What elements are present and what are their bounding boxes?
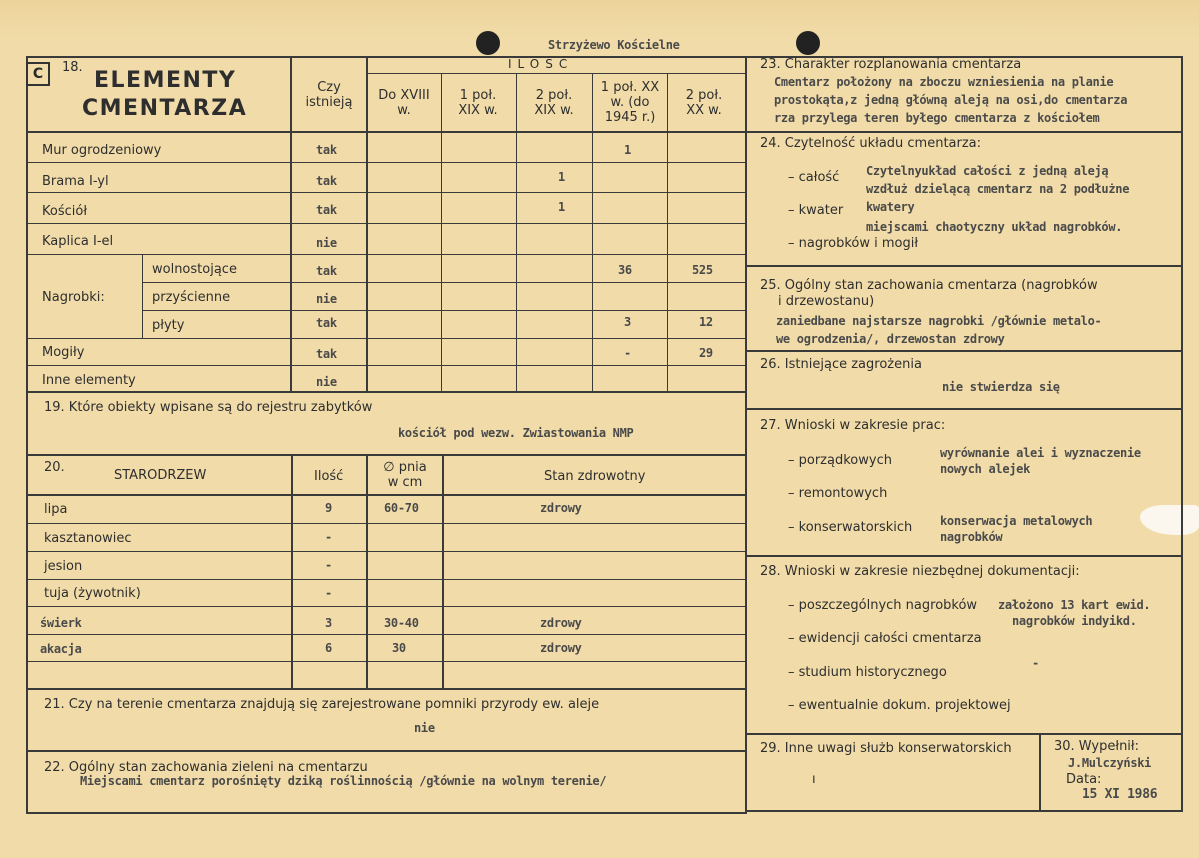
exists-mounds: tak: [316, 347, 337, 361]
row-label-freestanding: wolnostojące: [152, 262, 237, 277]
tree-name-spruce: świerk: [40, 616, 82, 630]
section-24-value-3: kwatery: [866, 200, 915, 214]
section-26-value: nie stwierdza się: [942, 380, 1060, 394]
section-28-label: 28. Wnioski w zakresie niezbędnej dokumentacji:: [760, 564, 1080, 579]
section-23-line-2: prostokąta,z jedną główną aleją na osi,do cmentarza: [774, 93, 1128, 107]
section-27-item-conservation: – konserwatorskich: [788, 520, 913, 535]
section-27-item-cleanup: – porządkowych: [788, 453, 892, 468]
section-28-item-design: – ewentualnie dokum. projektowej: [788, 698, 1011, 713]
row-label-wall: Mur ogrodzeniowy: [42, 143, 162, 158]
section-23-label: 23. Charakter rozplanowania cmentarza: [760, 57, 1022, 72]
section-24-value-1: Czytelnyukład całości z jedną aleją: [866, 164, 1109, 178]
section-22-label: 22. Ogólny stan zachowania zieleni na cmentarzu: [44, 760, 368, 775]
section-20-title: STARODRZEW: [114, 468, 207, 483]
row-label-mounds: Mogiły: [42, 345, 85, 360]
period-col-2: 1 poł. XIX w.: [458, 88, 498, 118]
qty-freestanding-xx2: 525: [692, 263, 713, 277]
section-26-label: 26. Istniejące zagrożenia: [760, 357, 922, 372]
exists-chapel: nie: [316, 236, 337, 250]
qty-gate-xix2: 1: [558, 170, 565, 184]
section-24-item-quarters: – kwater: [788, 203, 844, 218]
section-28-value-3: -: [1032, 656, 1039, 670]
tree-qty-thuja: -: [325, 586, 332, 600]
section-28-value-1: założono 13 kart ewid.: [998, 598, 1151, 612]
tree-name-thuja: tuja (żywotnik): [44, 586, 141, 601]
exists-church: tak: [316, 203, 337, 217]
tree-health-spruce: zdrowy: [540, 616, 582, 630]
section-28-item-graves: – poszczególnych nagrobków: [788, 598, 978, 613]
tree-diam-linden: 60-70: [384, 501, 419, 515]
graves-label: Nagrobki:: [42, 290, 105, 305]
section-29-value: ı: [812, 772, 816, 787]
section-23-line-3: rza przylega teren byłego cmentarza z kościołem: [774, 111, 1100, 125]
section-27-value-3: konserwacja metalowych: [940, 514, 1093, 528]
section-30-label: 30. Wypełnił:: [1054, 739, 1139, 754]
tree-name-ash: jesion: [44, 559, 83, 574]
tree-qty-chestnut: -: [325, 530, 332, 544]
section-28-value-2: nagrobków indyikd.: [1012, 614, 1137, 628]
section-18-number: 18.: [62, 60, 83, 75]
col-tree-diameter: ∅ pnia w cm: [383, 460, 427, 490]
section-28-item-history: – studium historycznego: [788, 665, 947, 680]
paper-tear: [1140, 505, 1199, 535]
exists-other: nie: [316, 375, 337, 389]
section-28-item-registry: – ewidencji całości cmentarza: [788, 631, 982, 646]
tree-health-acacia: zdrowy: [540, 641, 582, 655]
row-label-wall-graves: przyścienne: [152, 290, 231, 305]
col-tree-health: Stan zdrowotny: [544, 469, 646, 484]
section-22-value: Miejscami cmentarz porośnięty dziką roślinnością /głównie na wolnym terenie/: [80, 774, 607, 788]
section-21-value: nie: [414, 721, 435, 735]
section-25-label-2: i drzewostanu): [778, 294, 875, 309]
exists-wall: tak: [316, 143, 337, 157]
period-col-3: 2 poł. XIX w.: [534, 88, 574, 118]
qty-slabs-xx1: 3: [624, 315, 631, 329]
qty-mounds-xx1: -: [624, 346, 631, 360]
punch-hole-right: [796, 31, 820, 55]
period-col-4: 1 poł. XX w. (do 1945 r.): [600, 80, 660, 125]
qty-freestanding-xx1: 36: [618, 263, 632, 277]
filled-date: 15 XI 1986: [1082, 787, 1158, 802]
date-label: Data:: [1066, 772, 1102, 787]
col-exists-header: Czy istnieją: [305, 80, 353, 110]
tree-diam-spruce: 30-40: [384, 616, 419, 630]
section-23-line-1: Cmentarz położony na zboczu wzniesienia na planie: [774, 75, 1114, 89]
exists-wall-graves: nie: [316, 292, 337, 306]
filled-by-name: J.Mulczyński: [1068, 756, 1152, 770]
qty-wall-xx1: 1: [624, 143, 631, 157]
section-27-value-1: wyrównanie alei i wyznaczenie: [940, 446, 1141, 460]
row-label-gate: Brama I-yl: [42, 174, 109, 189]
row-label-slabs: płyty: [152, 318, 185, 333]
period-col-1: Do XVIII w.: [378, 88, 430, 118]
section-24-item-whole: – całość: [788, 170, 840, 185]
tree-name-acacia: akacja: [40, 642, 82, 656]
tree-qty-spruce: 3: [325, 616, 332, 630]
qty-church-xix2: 1: [558, 200, 565, 214]
section-27-label: 27. Wnioski w zakresie prac:: [760, 418, 946, 433]
section-18-title-2: CMENTARZA: [82, 96, 248, 121]
punch-hole-left: [476, 31, 500, 55]
card-letter-box: C: [26, 62, 50, 86]
row-label-other: Inne elementy: [42, 373, 136, 388]
section-27-value-2: nowych alejek: [940, 462, 1031, 476]
section-19-label: 19. Które obiekty wpisane są do rejestru zabytków: [44, 400, 373, 415]
section-21-label: 21. Czy na terenie cmentarza znajdują się zarejestrowane pomniki przyrody ew. aleje: [44, 697, 600, 712]
section-24-value-2: wzdłuż dzielącą cmentarz na 2 podłużne: [866, 182, 1130, 196]
qty-mounds-xx2: 29: [699, 346, 713, 360]
section-27-item-repair: – remontowych: [788, 486, 888, 501]
period-col-5: 2 poł. XX w.: [685, 88, 723, 118]
section-24-label: 24. Czytelność układu cmentarza:: [760, 136, 982, 151]
section-25-value-2: we ogrodzenia/, drzewostan zdrowy: [776, 332, 1005, 346]
exists-freestanding: tak: [316, 264, 337, 278]
section-25-value-1: zaniedbane najstarsze nagrobki /głównie metalo-: [776, 314, 1102, 328]
section-24-item-graves: – nagrobków i mogił: [788, 236, 919, 251]
qty-slabs-xx2: 12: [699, 315, 713, 329]
tree-health-linden: zdrowy: [540, 501, 582, 515]
col-qty-header: ILOŚĆ: [508, 57, 574, 71]
tree-diam-acacia: 30: [392, 641, 406, 655]
tree-qty-linden: 9: [325, 501, 332, 515]
section-27-value-4: nagrobków: [940, 530, 1003, 544]
section-18-title-1: ELEMENTY: [94, 68, 237, 93]
section-24-value-4: miejscami chaotyczny układ nagrobków.: [866, 220, 1123, 234]
tree-qty-acacia: 6: [325, 641, 332, 655]
section-19-value: kościół pod wezw. Zwiastowania NMP: [398, 426, 634, 440]
section-25-label-1: 25. Ogólny stan zachowania cmentarza (nagrobków: [760, 278, 1098, 293]
exists-gate: tak: [316, 174, 337, 188]
tree-name-chestnut: kasztanowiec: [44, 531, 132, 546]
place-name: Strzyżewo Kościelne: [548, 38, 680, 52]
row-label-chapel: Kaplica I-el: [42, 234, 114, 249]
tree-qty-ash: -: [325, 558, 332, 572]
section-29-label: 29. Inne uwagi służb konserwatorskich: [760, 741, 1012, 756]
exists-slabs: tak: [316, 316, 337, 330]
section-20-number: 20.: [44, 460, 65, 475]
tree-name-linden: lipa: [44, 502, 68, 517]
row-label-church: Kościół: [42, 204, 88, 219]
col-tree-qty: Ilość: [314, 469, 344, 484]
